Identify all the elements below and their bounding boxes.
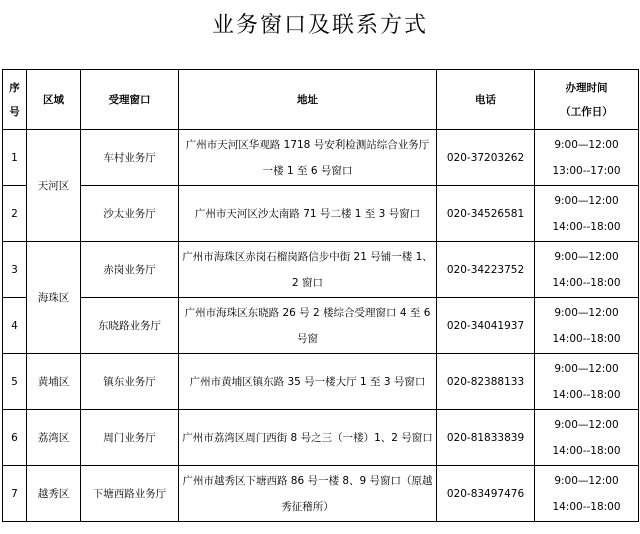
address-cell: 广州市海珠区赤岗石榴岗路信步中街 21 号铺一楼 1、2 窗口: [179, 242, 437, 298]
window-cell: 东晓路业务厅: [81, 298, 179, 354]
row-num: 6: [3, 410, 27, 466]
hours-pm: 14:00--18:00: [552, 388, 621, 401]
district-cell: 荔湾区: [27, 410, 81, 466]
table-row: [3, 466, 639, 522]
hours-am: 9:00—12:00: [554, 138, 619, 151]
phone-cell: 020-34526581: [437, 186, 535, 242]
address-cell: 广州市海珠区东晓路 26 号 2 楼综合受理窗口 4 至 6 号窗: [179, 298, 437, 354]
row-num: 7: [3, 466, 27, 522]
hours-cell: [535, 298, 639, 354]
table-row: [3, 130, 639, 186]
phone-cell: 020-37203262: [437, 130, 535, 186]
hours-cell: [535, 130, 639, 186]
address-cell: 广州市越秀区下塘西路 86 号一楼 8、9 号窗口（原越秀征稽所）: [179, 466, 437, 522]
table-row: [3, 410, 639, 466]
hours-pm: 14:00--18:00: [552, 220, 621, 233]
window-cell: 车村业务厅: [81, 130, 179, 186]
phone-cell: 020-34223752: [437, 242, 535, 298]
district-cell: 越秀区: [27, 466, 81, 522]
table-row: [3, 354, 639, 410]
contact-table: [2, 69, 639, 522]
address-cell: 广州市天河区沙太南路 71 号二楼 1 至 3 号窗口: [179, 186, 437, 242]
header-district: 区域: [27, 70, 81, 130]
header-hours-line1: 办理时间: [565, 81, 608, 94]
header-num-line1: 序: [9, 81, 20, 94]
row-num: 3: [3, 242, 27, 298]
window-cell: 周门业务厅: [81, 410, 179, 466]
window-cell: 镇东业务厅: [81, 354, 179, 410]
hours-cell: [535, 242, 639, 298]
address-cell: 广州市天河区华观路 1718 号安利检测站综合业务厅一楼 1 至 6 号窗口: [179, 130, 437, 186]
header-row: [3, 70, 639, 130]
table-row: [3, 186, 639, 242]
row-num: 5: [3, 354, 27, 410]
phone-cell: 020-81833839: [437, 410, 535, 466]
row-num: 4: [3, 298, 27, 354]
hours-pm: 13:00--17:00: [552, 164, 621, 177]
window-cell: 下塘西路业务厅: [81, 466, 179, 522]
header-hours: [535, 70, 639, 130]
phone-cell: 020-83497476: [437, 466, 535, 522]
window-cell: 沙太业务厅: [81, 186, 179, 242]
district-cell: 天河区: [27, 130, 81, 242]
hours-pm: 14:00--18:00: [552, 444, 621, 457]
district-cell: 海珠区: [27, 242, 81, 354]
hours-pm: 14:00--18:00: [552, 276, 621, 289]
header-num: [3, 70, 27, 130]
header-phone: 电话: [437, 70, 535, 130]
header-window: 受理窗口: [81, 70, 179, 130]
hours-am: 9:00—12:00: [554, 194, 619, 207]
district-cell: 黄埔区: [27, 354, 81, 410]
row-num: 2: [3, 186, 27, 242]
address-cell: 广州市黄埔区镇东路 35 号一楼大厅 1 至 3 号窗口: [179, 354, 437, 410]
page-title: 业务窗口及联系方式: [211, 13, 428, 38]
hours-am: 9:00—12:00: [554, 362, 619, 375]
hours-am: 9:00—12:00: [554, 474, 619, 487]
row-num: 1: [3, 130, 27, 186]
hours-am: 9:00—12:00: [554, 250, 619, 263]
phone-cell: 020-34041937: [437, 298, 535, 354]
hours-cell: [535, 466, 639, 522]
window-cell: 赤岗业务厅: [81, 242, 179, 298]
hours-am: 9:00—12:00: [554, 306, 619, 319]
header-hours-line2: （工作日）: [560, 105, 613, 118]
hours-am: 9:00—12:00: [554, 418, 619, 431]
header-address: 地址: [179, 70, 437, 130]
address-cell: 广州市荔湾区周门西街 8 号之三（一楼）1、2 号窗口: [179, 410, 437, 466]
table-row: [3, 298, 639, 354]
table-row: [3, 242, 639, 298]
hours-cell: [535, 186, 639, 242]
hours-cell: [535, 410, 639, 466]
hours-pm: 14:00--18:00: [552, 500, 621, 513]
hours-pm: 14:00--18:00: [552, 332, 621, 345]
hours-cell: [535, 354, 639, 410]
phone-cell: 020-82388133: [437, 354, 535, 410]
header-num-line2: 号: [9, 105, 20, 118]
